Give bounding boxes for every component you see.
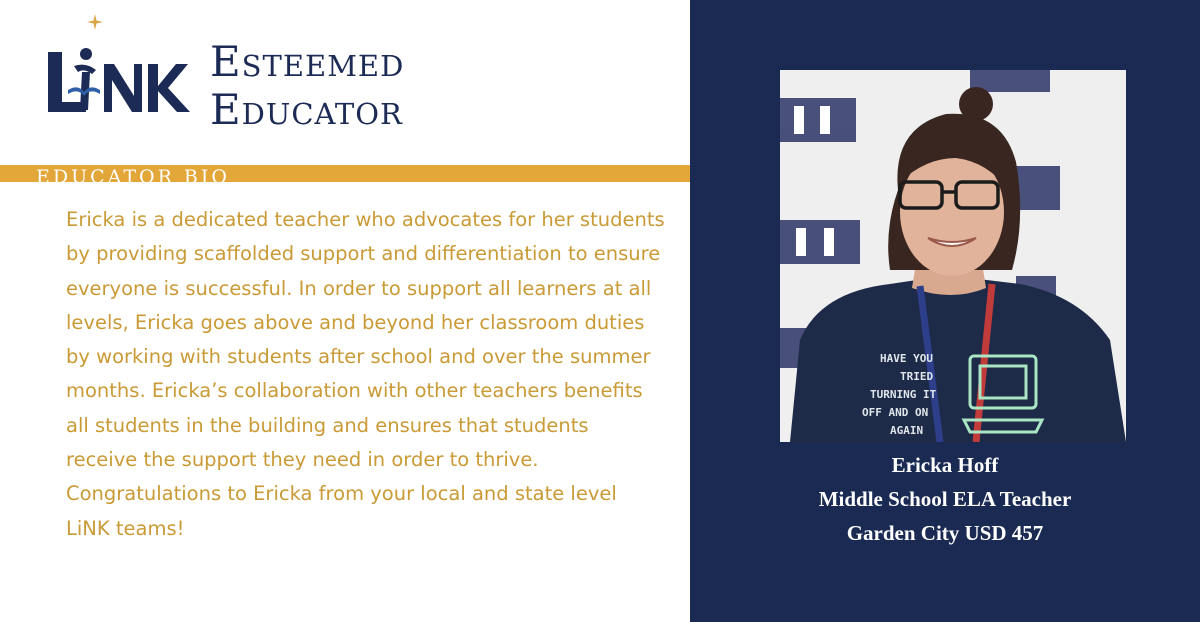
sparkle-icon — [87, 14, 103, 30]
page-title — [210, 38, 404, 134]
shirt-text-line: OFF AND ON — [862, 406, 929, 419]
educator-role: Middle School ELA Teacher — [818, 487, 1072, 511]
shirt-text-line: TURNING IT — [870, 388, 937, 401]
title-line-1: Esteemed — [210, 37, 405, 86]
reader-figure-icon — [68, 48, 100, 110]
educator-caption — [690, 448, 1200, 550]
educator-bio-text: Ericka is a dedicated teacher who advocates for her students by providing scaffolded support and differentiation to ensure everyone is successful. In order to support all learners at all levels, Ericka goes above and beyond her classroom duties by working with students after school and over the summer months. Ericka’s collaboration with other teachers benefits all students in the building and ensures that students receive the support they need in order to thrive. Congratulations to Ericka from your local and state level LiNK teams! — [66, 208, 665, 540]
educator-name: Ericka Hoff — [891, 453, 999, 477]
link-logo — [44, 14, 194, 114]
title-line-2: Educator — [210, 85, 403, 134]
section-label: EDUCATOR BIO — [36, 166, 230, 188]
educator-district: Garden City USD 457 — [846, 521, 1044, 545]
shirt-text-line: AGAIN — [890, 424, 924, 437]
shirt-text-line: TRIED — [900, 370, 934, 383]
shirt-text-line: HAVE YOU — [880, 352, 933, 365]
educator-photo — [780, 70, 1126, 442]
